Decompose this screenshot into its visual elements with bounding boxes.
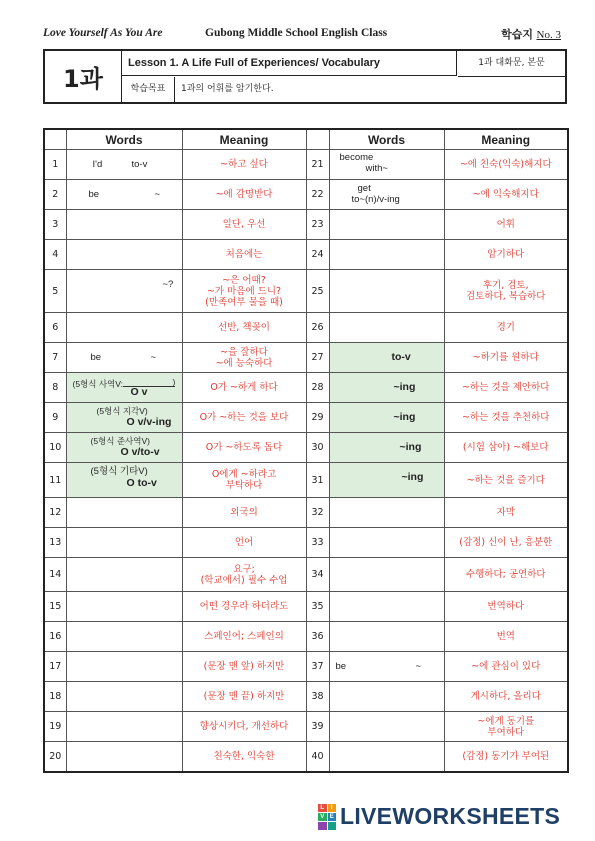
table-row [44,240,568,270]
word-cell[interactable] [329,180,444,210]
meaning-cell [444,433,568,463]
word-cell[interactable] [66,373,182,403]
words-header: Words [66,129,182,150]
meaning-line: 스페인어; 스페인의 [204,631,284,642]
item-number: 5 [44,270,66,313]
word-cell[interactable] [329,528,444,558]
meaning-cell [444,403,568,433]
item-number: 18 [44,682,66,712]
num-header [306,129,329,150]
meaning-line: ~에 익숙해지다 [472,189,539,200]
word-cell[interactable] [66,240,182,270]
meaning-line: (감정) 신이 난, 흥분한 [459,537,553,548]
meaning-cell [182,240,306,270]
word-fragment: O v/v-ing [126,416,172,428]
word-cell[interactable] [66,652,182,682]
vocabulary-table [43,128,569,773]
item-number: 24 [306,240,329,270]
item-number: 25 [306,270,329,313]
meaning-line: 일단, 우선 [222,219,266,230]
meaning-cell [182,652,306,682]
item-number: 12 [44,498,66,528]
word-cell[interactable] [329,498,444,528]
word-cell[interactable] [66,682,182,712]
word-cell[interactable] [66,180,182,210]
item-number: 10 [44,433,66,463]
word-fragment: be [88,189,100,200]
table-row [44,270,568,313]
logo-tile [328,822,337,830]
word-cell[interactable] [329,622,444,652]
meaning-line: 번역 [496,631,515,642]
meaning-cell [444,712,568,742]
table-row [44,592,568,622]
item-number: 8 [44,373,66,403]
meaning-line: 자막 [496,507,515,518]
word-cell[interactable] [329,313,444,343]
word-fragment: ~ [150,352,157,363]
meaning-line: 경기 [496,322,515,333]
logo-tile: E [328,813,337,821]
item-number: 35 [306,592,329,622]
meaning-line: 부여하다 [487,726,525,738]
table-row [44,463,568,498]
word-fragment: be [90,352,102,363]
word-fragment: to-v [131,159,148,170]
meaning-cell [182,270,306,313]
word-cell[interactable] [66,270,182,313]
lesson-header [43,49,567,104]
meaning-line: 후기, 검토, [482,280,529,291]
word-cell[interactable] [329,463,444,498]
item-number: 31 [306,463,329,498]
item-number: 29 [306,403,329,433]
meaning-line: 친숙한, 익숙한 [213,751,275,762]
meaning-line: O가 ~하도록 돕다 [205,442,283,453]
item-number: 2 [44,180,66,210]
word-cell[interactable] [66,742,182,773]
word-cell[interactable] [329,343,444,373]
meaning-cell [444,313,568,343]
table-row [44,403,568,433]
item-number: 26 [306,313,329,343]
word-cell[interactable] [66,558,182,592]
meaning-line: 암기하다 [487,249,525,260]
item-number: 6 [44,313,66,343]
meaning-line: ~에 능숙하다 [215,357,273,369]
table-header-row [44,129,568,150]
word-cell[interactable] [66,210,182,240]
word-fragment: be [335,661,347,672]
meaning-line: (학교에서) 필수 수업 [200,574,288,586]
words-header: Words [329,129,444,150]
meaning-line: ~에 친숙(익숙)해지다 [459,159,552,170]
word-fragment: to-v [391,351,411,363]
meaning-line: O가 ~하는 것을 보다 [199,412,289,423]
sheet-no: No. 3 [536,29,561,41]
item-number: 4 [44,240,66,270]
word-cell[interactable] [329,682,444,712]
word-fragment: ~ing [393,411,416,423]
item-number: 9 [44,403,66,433]
meaning-line: 선반, 책꽂이 [218,322,270,333]
meaning-line: ~하고 싶다 [220,159,268,170]
meaning-cell [182,498,306,528]
meaning-line: ~하는 것을 제안하다 [462,382,550,393]
logo-tile: L [318,804,327,812]
meaning-line: 외국의 [230,507,258,518]
sheet-number [501,26,561,42]
table-row [44,433,568,463]
meaning-line: ~하는 것을 즐기다 [466,474,545,486]
school-class: Gubong Middle School English Class [205,27,388,39]
meaning-cell [444,682,568,712]
word-cell[interactable] [329,150,444,180]
word-cell[interactable] [66,622,182,652]
word-cell[interactable] [329,373,444,403]
logo-tile: I [328,804,337,812]
meaning-cell [444,343,568,373]
meaning-cell [444,498,568,528]
meaning-line: ~하기를 원하다 [472,352,539,363]
word-fragment: I'd [92,159,103,170]
liveworksheets-logo-icon [318,804,336,830]
item-number: 32 [306,498,329,528]
brand-name: LIVEWORKSHEETS [340,803,561,829]
meaning-cell [182,622,306,652]
lesson-scope: 1과 대화문, 본문 [458,51,565,77]
meaning-line: ~가 마음에 드니? [206,285,282,297]
word-cell[interactable] [66,433,182,463]
table-row [44,343,568,373]
item-number: 34 [306,558,329,592]
meaning-line: 요구; [233,563,255,575]
meaning-line: ~에 관심이 있다 [471,661,541,672]
num-header [44,129,66,150]
word-cell[interactable] [66,313,182,343]
meaning-header: Meaning [444,129,568,150]
meaning-line: 어휘 [496,219,515,230]
meaning-line: (감정) 동기가 부여된 [462,751,550,762]
item-number: 3 [44,210,66,240]
word-fragment: ~ [415,661,422,672]
item-number: 15 [44,592,66,622]
item-number: 39 [306,712,329,742]
meaning-cell [182,682,306,712]
word-cell[interactable] [66,403,182,433]
meaning-line: O에게 ~하라고 [211,469,277,480]
table-row [44,558,568,592]
meaning-line: 수행하다; 공연하다 [465,569,546,580]
liveworksheets-brand [318,803,560,830]
meaning-line: (문장 맨 앞) 하지만 [203,661,285,672]
word-cell[interactable] [329,210,444,240]
word-cell[interactable] [66,463,182,498]
meaning-cell [444,622,568,652]
motto: Love Yourself As You Are [43,27,163,39]
meaning-line: O가 ~하게 하다 [210,382,278,393]
meaning-cell [182,343,306,373]
meaning-line: 향상시키다, 개선하다 [199,721,289,732]
table-row [44,528,568,558]
word-cell[interactable] [329,433,444,463]
meaning-cell [444,742,568,773]
table-row [44,622,568,652]
meaning-cell [444,528,568,558]
word-fragment: O v [130,386,148,398]
word-fragment: (5형식 사역V: [73,377,175,390]
meaning-line: 게시하다, 올리다 [470,691,541,702]
word-fragment: (5형식 지각V) [96,406,148,416]
item-number: 16 [44,622,66,652]
lesson-title: Lesson 1. A Life Full of Experiences/ Vocabulary [122,51,457,76]
meaning-header: Meaning [182,129,306,150]
meaning-line: ~은 어때? [222,274,266,286]
meaning-cell [182,463,306,498]
meaning-line: (문장 맨 끝) 하지만 [203,691,285,702]
word-cell[interactable] [329,592,444,622]
meaning-line: ~에 감명받다 [215,189,273,200]
table-row [44,682,568,712]
meaning-cell [444,558,568,592]
meaning-cell [444,592,568,622]
meaning-cell [182,528,306,558]
item-number: 21 [306,150,329,180]
word-fragment: (5형식 준사역V) [90,436,150,446]
meaning-line: 부탁하다 [225,480,263,491]
word-fragment: ~ing [399,441,422,453]
meaning-cell [182,712,306,742]
meaning-cell [444,463,568,498]
meaning-cell [444,652,568,682]
word-fragment: get [357,183,371,194]
item-number: 11 [44,463,66,498]
meaning-line: 번역하다 [487,601,525,612]
table-row [44,712,568,742]
meaning-line: ~하는 것을 추천하다 [462,412,550,423]
item-number: 38 [306,682,329,712]
item-number: 23 [306,210,329,240]
item-number: 36 [306,622,329,652]
word-cell[interactable] [329,742,444,773]
meaning-cell [444,270,568,313]
word-fragment: with~ [365,163,388,174]
table-row [44,210,568,240]
meaning-cell [182,150,306,180]
word-cell[interactable] [66,150,182,180]
table-row [44,742,568,773]
logo-tile: V [318,813,327,821]
item-number: 37 [306,652,329,682]
word-cell[interactable] [329,270,444,313]
meaning-line: 처음에는 [225,249,263,260]
item-number: 1 [44,150,66,180]
meaning-cell [182,180,306,210]
item-number: 28 [306,373,329,403]
item-number: 20 [44,742,66,773]
meaning-cell [444,210,568,240]
meaning-cell [444,150,568,180]
meaning-line: ~에게 동기를 [477,715,535,727]
table-row [44,180,568,210]
word-cell[interactable] [66,498,182,528]
meaning-cell [182,592,306,622]
word-fragment: (5형식 기타V) [90,466,148,477]
sheet-label: 학습지 [501,28,534,41]
item-number: 7 [44,343,66,373]
word-cell[interactable] [66,712,182,742]
word-cell[interactable] [329,558,444,592]
lesson-number: 1과 [45,51,122,102]
item-number: 40 [306,742,329,773]
meaning-line: 어떤 경우라 하더라도 [199,601,289,612]
goal-label: 학습목표 [122,77,175,102]
logo-tile [318,822,327,830]
meaning-cell [182,558,306,592]
word-fragment: ~? [162,279,174,290]
item-number: 17 [44,652,66,682]
item-number: 27 [306,343,329,373]
word-cell[interactable] [66,528,182,558]
item-number: 33 [306,528,329,558]
meaning-line: (만족여부 물을 때) [205,296,283,308]
word-cell[interactable] [329,652,444,682]
meaning-line: 검토하다, 복습하다 [466,291,546,302]
word-fragment: to~(n)/v-ing [351,194,400,205]
top-line [43,27,563,43]
word-cell[interactable] [329,712,444,742]
word-cell[interactable] [329,240,444,270]
table-row [44,313,568,343]
table-row [44,498,568,528]
item-number: 22 [306,180,329,210]
word-fragment: ~ing [393,381,416,393]
word-fragment: O to-v [126,477,157,489]
meaning-cell [444,180,568,210]
meaning-cell [444,373,568,403]
word-fragment: become [339,152,374,163]
item-number: 30 [306,433,329,463]
item-number: 14 [44,558,66,592]
table-row [44,652,568,682]
meaning-cell [182,373,306,403]
meaning-line: 언어 [234,537,254,548]
meaning-cell [182,313,306,343]
word-cell[interactable] [66,343,182,373]
meaning-line: ~을 잘하다 [220,346,268,358]
meaning-cell [182,210,306,240]
meaning-cell [182,433,306,463]
word-fragment: O v/to-v [120,446,160,458]
word-fragment: ~ [154,189,161,200]
word-cell[interactable] [66,592,182,622]
learning-goal: 1과의 어휘를 암기한다. [181,84,274,94]
meaning-line: (시험 삼아) ~해보다 [462,442,549,453]
table-row [44,373,568,403]
meaning-cell [444,240,568,270]
table-row [44,150,568,180]
word-cell[interactable] [329,403,444,433]
item-number: 19 [44,712,66,742]
meaning-cell [182,742,306,773]
meaning-cell [182,403,306,433]
item-number: 13 [44,528,66,558]
word-fragment: ) [172,377,176,387]
word-fragment: ~ing [401,471,424,483]
